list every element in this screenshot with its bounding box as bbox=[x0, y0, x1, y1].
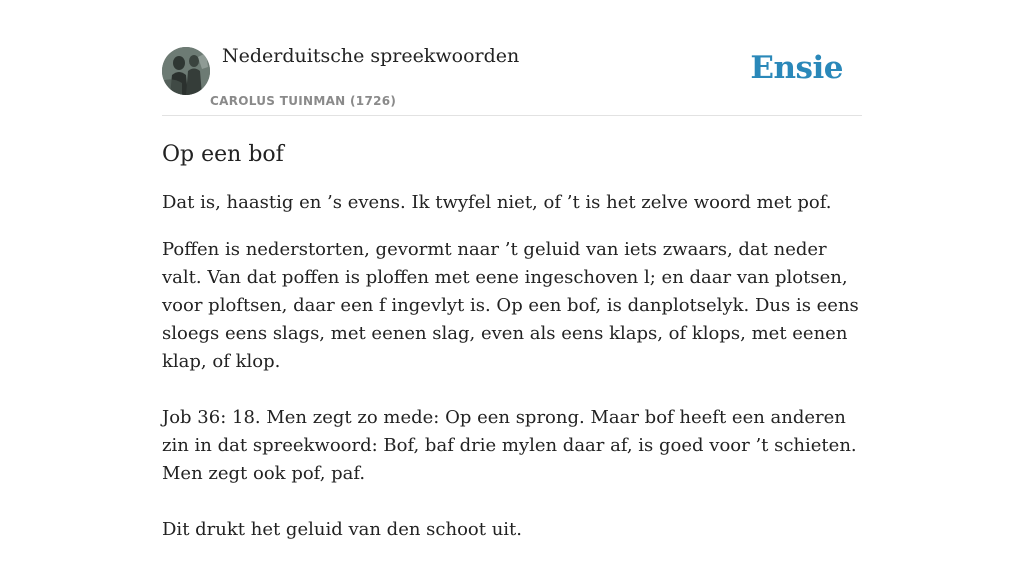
portrait-icon bbox=[162, 47, 210, 95]
entry-title: Op een bof bbox=[162, 142, 284, 167]
paragraph: Job 36: 18. Men zegt zo mede: Op een sprong. Maar bof heeft een anderen zin in dat spreekwoord: Bof, baf drie mylen daar af, is goed voor ’t schieten. Men zegt ook pof, paf. bbox=[162, 407, 857, 484]
book-title[interactable]: Nederduitsche spreekwoorden bbox=[222, 45, 520, 67]
header bbox=[162, 0, 862, 116]
paragraph: Dit drukt het geluid van den schoot uit. bbox=[162, 519, 522, 540]
paragraph: Dat is, haastig en ’s evens. Ik twyfel niet, of ’t is het zelve woord met pof. bbox=[162, 192, 832, 213]
entry-content bbox=[162, 116, 862, 544]
brand-logo[interactable]: Ensie bbox=[750, 50, 843, 86]
paragraph: Poffen is nederstorten, gevormt naar ’t geluid van iets zwaars, dat neder valt. Van dat poffen is ploffen met eene ingeschoven l; en daar van plotsen, voor ploftsen, daar een f ingevlyt is. Op een bof, is danplotselyk. Dus is eens sloegs eens slags, met eenen slag, even als eens klaps, of klops, met eenen klap, of klop. bbox=[162, 239, 859, 372]
author-name[interactable]: CAROLUS TUINMAN (1726) bbox=[210, 94, 397, 108]
author-avatar[interactable] bbox=[162, 47, 210, 95]
page bbox=[162, 0, 862, 563]
